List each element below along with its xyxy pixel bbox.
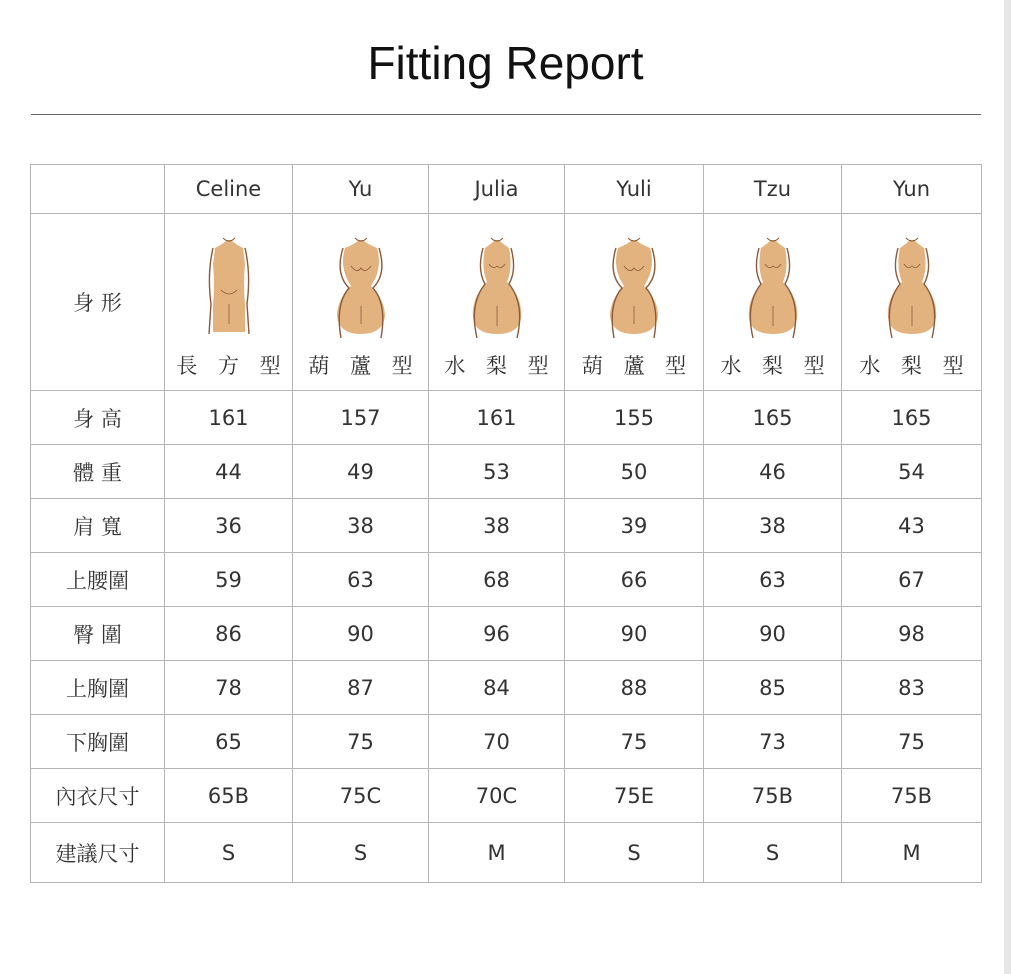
table-cell: 70C xyxy=(429,769,565,823)
fitting-report-table xyxy=(30,164,982,883)
table-cell: 98 xyxy=(842,607,982,661)
table-cell: 38 xyxy=(293,499,429,553)
table-cell: 75B xyxy=(842,769,982,823)
pear-body-icon xyxy=(743,234,803,340)
shape-cell-celine xyxy=(165,214,293,391)
table-cell: 39 xyxy=(565,499,704,553)
table-cell: 73 xyxy=(704,715,842,769)
shape-name-julia: 水 梨 型 xyxy=(444,354,556,378)
table-row-suggested-size xyxy=(31,823,982,883)
table-cell: 38 xyxy=(704,499,842,553)
table-cell: S xyxy=(165,823,293,883)
shape-name-yuli: 葫 蘆 型 xyxy=(581,354,694,378)
table-cell: 65 xyxy=(165,715,293,769)
table-row-weight xyxy=(31,445,982,499)
shape-name-yun: 水 梨 型 xyxy=(859,354,971,378)
table-cell: 157 xyxy=(293,391,429,445)
table-cell: M xyxy=(429,823,565,883)
table-cell: 161 xyxy=(429,391,565,445)
table-cell: 78 xyxy=(165,661,293,715)
person-name-yun: Yun xyxy=(842,165,982,214)
table-cell: 88 xyxy=(565,661,704,715)
table-cell: 63 xyxy=(293,553,429,607)
table-cell: 63 xyxy=(704,553,842,607)
rectangle-body-icon xyxy=(199,234,259,340)
pear-body-icon xyxy=(882,234,942,340)
row-label-shoulder: 肩 寬 xyxy=(31,499,165,553)
header-row xyxy=(31,165,982,214)
page-title: Fitting Report xyxy=(367,37,644,89)
row-label-shape: 身 形 xyxy=(31,214,165,391)
row-label-hip: 臀 圍 xyxy=(31,607,165,661)
shape-cell-yu xyxy=(293,214,429,391)
row-label-suggested-size: 建議尺寸 xyxy=(31,823,165,883)
table-cell: 68 xyxy=(429,553,565,607)
row-label-weight: 體 重 xyxy=(31,445,165,499)
table-row-upper-bust xyxy=(31,661,982,715)
table-row-under-bust xyxy=(31,715,982,769)
table-cell: 75C xyxy=(293,769,429,823)
table-cell: 85 xyxy=(704,661,842,715)
table-cell: 75 xyxy=(842,715,982,769)
table-cell: S xyxy=(293,823,429,883)
table-cell: 46 xyxy=(704,445,842,499)
table-cell: 75B xyxy=(704,769,842,823)
row-label-under-bust: 下胸圍 xyxy=(31,715,165,769)
table-cell: 75 xyxy=(565,715,704,769)
person-name-yu: Yu xyxy=(293,165,429,214)
table-cell: 86 xyxy=(165,607,293,661)
table-cell: 165 xyxy=(704,391,842,445)
person-name-celine: Celine xyxy=(165,165,293,214)
table-cell: 38 xyxy=(429,499,565,553)
person-name-yuli: Yuli xyxy=(565,165,704,214)
table-cell: 44 xyxy=(165,445,293,499)
corner-cell xyxy=(31,165,165,214)
shape-name-tzu: 水 梨 型 xyxy=(720,354,832,378)
row-label-height: 身 高 xyxy=(31,391,165,445)
title-divider xyxy=(31,114,981,115)
shape-cell-tzu xyxy=(704,214,842,391)
hourglass-body-icon xyxy=(331,234,391,340)
table-cell: 75 xyxy=(293,715,429,769)
table-cell: 87 xyxy=(293,661,429,715)
page-edge xyxy=(1004,0,1011,974)
table-cell: 50 xyxy=(565,445,704,499)
shape-cell-julia xyxy=(429,214,565,391)
table-cell: M xyxy=(842,823,982,883)
table-cell: 75E xyxy=(565,769,704,823)
table-row-upper-waist xyxy=(31,553,982,607)
table-cell: 59 xyxy=(165,553,293,607)
row-label-upper-waist: 上腰圍 xyxy=(31,553,165,607)
shape-cell-yuli xyxy=(565,214,704,391)
table-row-height xyxy=(31,391,982,445)
row-label-upper-bust: 上胸圍 xyxy=(31,661,165,715)
table-cell: 90 xyxy=(293,607,429,661)
body-shape-row xyxy=(31,214,982,391)
table-cell: 90 xyxy=(704,607,842,661)
table-cell: 67 xyxy=(842,553,982,607)
table-cell: 165 xyxy=(842,391,982,445)
table-cell: 155 xyxy=(565,391,704,445)
shape-name-celine: 長 方 型 xyxy=(176,354,288,378)
table-cell: 54 xyxy=(842,445,982,499)
table-cell: 49 xyxy=(293,445,429,499)
shape-name-yu: 葫 蘆 型 xyxy=(308,354,420,378)
hourglass-body-icon xyxy=(604,234,664,340)
table-cell: 96 xyxy=(429,607,565,661)
row-label-bra-size: 內衣尺寸 xyxy=(31,769,165,823)
table-cell: 53 xyxy=(429,445,565,499)
person-name-julia: Julia xyxy=(429,165,565,214)
table-cell: 83 xyxy=(842,661,982,715)
table-cell: 43 xyxy=(842,499,982,553)
person-name-tzu: Tzu xyxy=(704,165,842,214)
table-cell: 36 xyxy=(165,499,293,553)
table-cell: 90 xyxy=(565,607,704,661)
table-row-bra-size xyxy=(31,769,982,823)
table-cell: 70 xyxy=(429,715,565,769)
table-cell: S xyxy=(704,823,842,883)
table-cell: S xyxy=(565,823,704,883)
table-row-hip xyxy=(31,607,982,661)
table-cell: 84 xyxy=(429,661,565,715)
table-cell: 66 xyxy=(565,553,704,607)
table-cell: 161 xyxy=(165,391,293,445)
table-cell: 65B xyxy=(165,769,293,823)
shape-cell-yun xyxy=(842,214,982,391)
pear-body-icon xyxy=(467,234,527,340)
table-row-shoulder xyxy=(31,499,982,553)
